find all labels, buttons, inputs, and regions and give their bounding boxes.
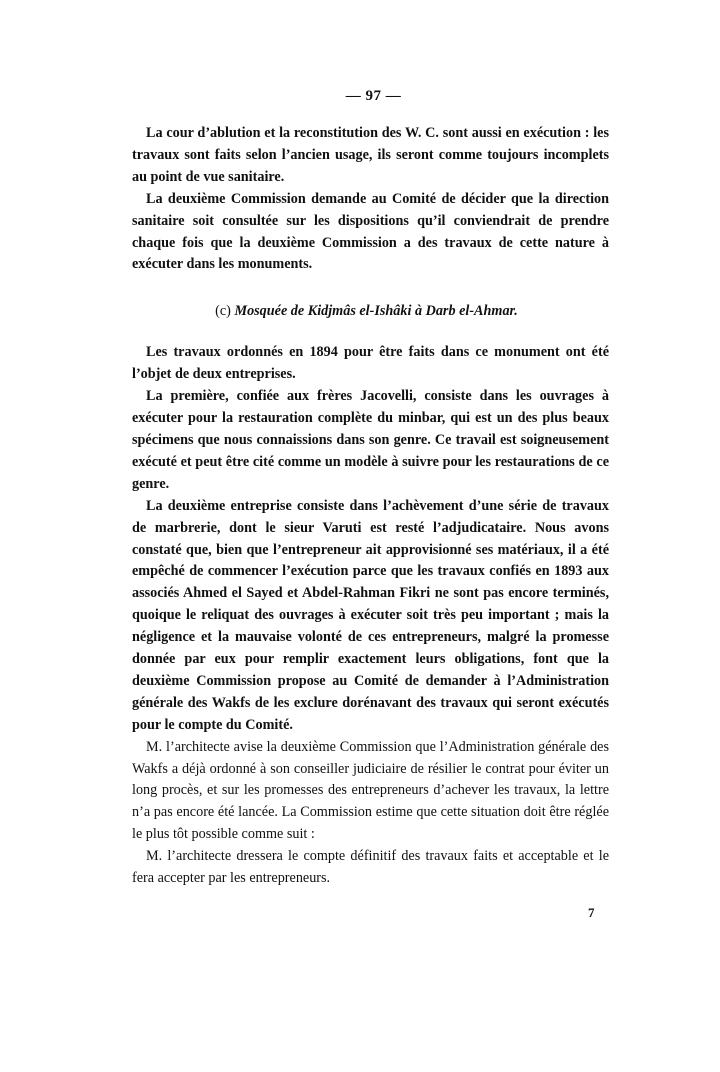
section-title: Mosquée de Kidjmâs el-Ishâki à Darb el-Ahmar. <box>234 303 518 320</box>
paragraph-final-account: M. l’architecte dressera le compte définitif des travaux faits et acceptable et le fera accepter par les entrepreneurs. <box>132 848 609 887</box>
page-number: — 97 — <box>345 88 402 104</box>
section-heading <box>132 300 609 322</box>
paragraph-architect-notice: M. l’architecte avise la deuxième Commission que l’Administration générale des Wakfs a déjà ordonné à son conseiller judiciaire de résilier le contrat pour éviter un long procès, et sur les promesses des entrepreneurs d’achever les travaux, la lettre n’a pas encore été lancée. La Commission estime que cette situation doit être réglée le plus tôt possible comme suit : <box>132 738 609 843</box>
section-label: (c) <box>215 303 231 320</box>
paragraph-second-contract: La deuxième entreprise consiste dans l’achèvement d’une série de travaux de marbrerie, dont le sieur Varuti est resté l’adjudicataire. Nous avons constaté que, bien que l’entrepreneur ait approvisionné ses matériaux, il a été empêché de commencer l’exécution parce que les travaux confiés en 1893 aux associés Ahmed el Sayed et Abdel-Rahman Fikri ne sont pas encore terminés, quoique le reliquat des ouvrages à exécuter soit très peu important ; mais la négligence et la mauvaise volonté de ces entrepreneurs, malgré la promesse donnée par eux pour remplir exactement leurs obligations, font que la deuxième Commission propose au Comité de demander à l’Administration générale des Wakfs de les exclure dorénavant des travaux qui seront exécutés pour le compte du Comité. <box>132 497 609 733</box>
paragraph-ablution: La cour d’ablution et la reconstitution des W. C. sont aussi en exécution : les travaux sont faits selon l’ancien usage, ils seront comme toujours incomplets au point de vue sanitaire. <box>132 125 609 185</box>
paragraph-first-contract: La première, confiée aux frères Jacovelli, consiste dans les ouvrages à exécuter pour la restauration complète du minbar, qui est un des plus beaux spécimens que nous connaissions dans son genre. Ce travail est soigneusement exécuté et peut être cité comme un modèle à suivre pour les restaurations de ce genre. <box>132 388 609 492</box>
document-page <box>132 88 609 890</box>
paragraph-works-1894: Les travaux ordonnés en 1894 pour être faits dans ce monument ont été l’objet de deux entreprises. <box>132 344 609 383</box>
signature-mark: 7 <box>588 905 595 920</box>
paragraph-sanitary-direction: La deuxième Commission demande au Comité de décider que la direction sanitaire soit consultée sur les dispositions qu’il conviendrait de prendre chaque fois que la deuxième Commission a des travaux de cette nature à exécuter dans les monuments. <box>132 190 609 273</box>
